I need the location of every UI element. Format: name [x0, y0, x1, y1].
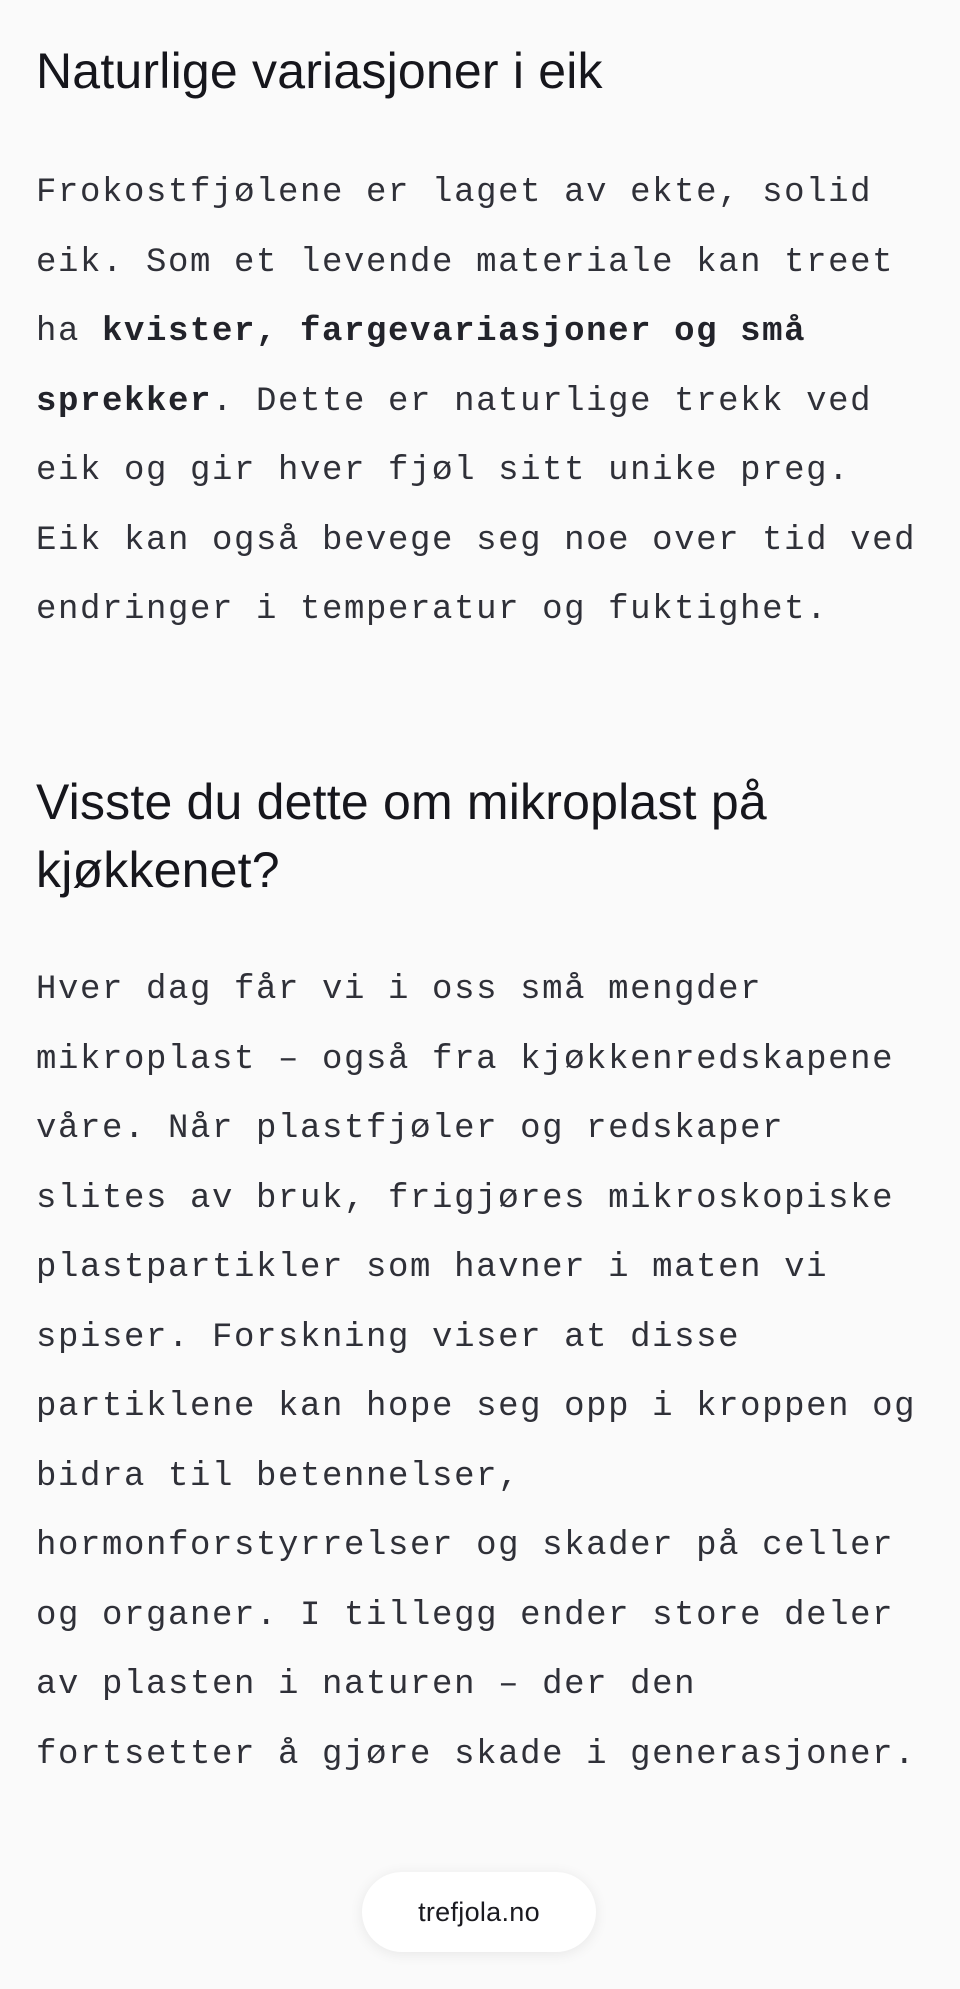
heading-naturlige-variasjoner: Naturlige variasjoner i eik [36, 43, 603, 99]
paragraph-eik-text-1: Frokostfjølene er laget av ekte, solid eik. Som et levende materiale kan treet ha [36, 174, 895, 351]
paragraph-eik-bold: kvister, fargevariasjoner og små sprekker [36, 313, 807, 421]
paragraph-eik-text-2: . Dette er naturlige trekk ved eik og gir hver fjøl sitt unike preg. Eik kan også bevege seg noe over tid ved endringer i temperatur og fuktighet. [36, 382, 917, 629]
paragraph-mikroplast: Hver dag får vi i oss små mengder mikroplast – også fra kjøkkenredskapene våre. Når plastfjøler og redskaper slites av bruk, frigjøres mikroskopiske plastpartikler som havner i maten vi spiser. Forskning viser at disse partiklene kan hope seg opp i kroppen og bidra til betennelser, hormonforstyrrelser og skader på celler og organer. I tillegg ender store deler av plasten i naturen – der den fortsetter å gjøre skade i generasjoner. [36, 971, 917, 1774]
heading-mikroplast: Visste du dette om mikroplast på kjøkkenet? [36, 774, 767, 898]
paragraph-eik [36, 159, 926, 646]
url-pill[interactable]: trefjola.no [362, 1872, 596, 1952]
